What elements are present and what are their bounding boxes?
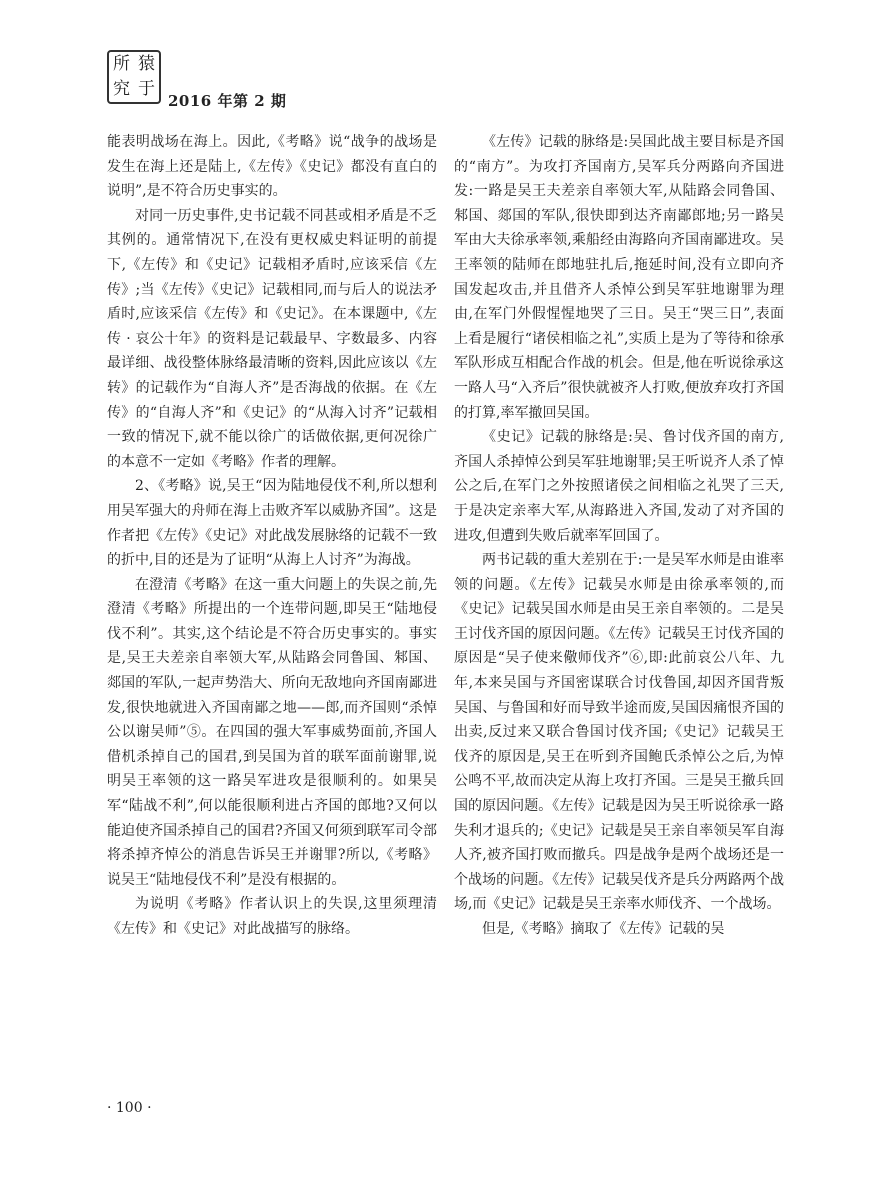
- logo-char: 所: [113, 54, 130, 74]
- logo-char: 猿: [138, 54, 155, 74]
- paragraph: 2、《考略》说,吴王“因为陆地侵伐不利,所以想利用吴军强大的舟师在海上击败齐军以威胁齐国”。这是作者把《左传》《史记》对此战发展脉络的记载不一致的折中,目的还是为了证明“从海上人讨齐”为海战。: [107, 478, 437, 569]
- paragraph: 在澄清《考略》在这一重大问题上的失误之前,先澄清《考略》所提出的一个连带问题,即吴王“陆地侵伐不利”。其实,这个结论是不符合历史事实的。事实是,吴王夫差亲自率领大军,从陆路会同鲁国、邾国、郯国的军队,一起声势浩大、所向无敌地向齐国南鄙进发,很快地就进入齐国南鄙之地——郎,而齐国则“杀悼公以谢吴师”⑤。在四国的强大军事威势面前,齐国人借机杀掉自己的国君,到吴国为首的联军面前谢罪,说明吴王率领的这一路吴军进攻是很顺利的。如果吴军“陆战不利”,何以能很顺利进占齐国的郎地?又何以能迫使齐国杀掉自己的国君?齐国又何须到联军司令部将杀掉齐悼公的消息告诉吴王并谢罪?所以,《考略》说吴王“陆地侵伐不利”是没有根据的。: [107, 576, 437, 888]
- page-number: · 100 ·: [107, 1100, 152, 1116]
- right-column: [454, 130, 784, 942]
- logo-char: 于: [138, 79, 155, 99]
- paragraph: 但是,《考略》摘取了《左传》记载的吴: [482, 921, 725, 937]
- paragraph: 《左传》记载的脉络是:吴国此战主要目标是齐国的“南方”。为攻打齐国南方,吴军兵分两路向齐国进发:一路是吴王夫差亲自率领大军,从陆路会同鲁国、邾国、郯国的军队,很快即到达齐南鄙郎地;另一路吴军由大夫徐承率领,乘船经由海路向齐国南鄙进攻。吴王率领的陆师在郎地驻扎后,拖延时间,没有立即向齐国发起攻击,并且借齐人杀悼公到吴军驻地谢罪为理由,在军门外假惺惺地哭了三日。吴王“哭三日”,表面上看是履行“诸侯相临之礼”,实质上是为了等待和徐承军队形成互相配合作战的机会。但是,他在听说徐承这一路人马“入齐后”很快就被齐人打败,便放弃攻打齐国的打算,率军撤回吴国。: [454, 134, 784, 421]
- journal-logo: [107, 50, 161, 104]
- paragraph: 对同一历史事件,史书记载不同甚或相矛盾是不乏其例的。通常情况下,在没有更权威史料证明的前提下,《左传》和《史记》记载相矛盾时,应该采信《左传》;当《左传》《史记》记载相同,而与后人的说法矛盾时,应该采信《左传》和《史记》。在本课题中,《左传 · 哀公十年》的资料是记载最早、字数最多、内容最详细、战役整体脉络最清晰的资料,因此应该以《左转》的记载作为“自海人齐”是否海战的依据。在《左传》的“自海人齐”和《史记》的“从海入讨齐”记载相一致的情况下,就不能以徐广的话做依据,更何况徐广的本意不一定如《考略》作者的理解。: [107, 207, 437, 470]
- left-column: [107, 130, 437, 942]
- paragraph: 能表明战场在海上。因此,《考略》说“战争的战场是发生在海上还是陆上,《左传》《史记》都没有直白的说明”,是不符合历史事实的。: [107, 134, 437, 200]
- logo-char: 究: [113, 79, 130, 99]
- paragraph: 《史记》记载的脉络是:吴、鲁讨伐齐国的南方,齐国人杀掉悼公到吴军驻地谢罪;吴王听说齐人杀了悼公之后,在军门之外按照诸侯之间相临之礼哭了三天,于是决定亲率大军,从海路进入齐国,发动了对齐国的进攻,但遭到失败后就率军回国了。: [454, 429, 784, 544]
- issue-label: 2016 年第 2 期: [168, 92, 287, 110]
- paragraph: 两书记载的重大差别在于:一是吴军水师是由谁率领的问题。《左传》记载吴水师是由徐承率领的,而《史记》记载吴国水师是由吴王亲自率领的。二是吴王讨伐齐国的原因问题。《左传》记载吴王讨伐齐国的原因是“吴子使来儆师伐齐”⑥,即:此前哀公八年、九年,本来吴国与齐国密谋联合讨伐鲁国,却因齐国背叛吴国、与鲁国和好而导致半途而废,吴国因痛恨齐国的出卖,反过来又联合鲁国讨伐齐国;《史记》记载吴王伐齐的原因是,吴王在听到齐国鲍氏杀悼公之后,为悼公鸣不平,故而决定从海上攻打齐国。三是吴王撤兵回国的原因问题。《左传》记载是因为吴王听说徐承一路失利才退兵的;《史记》记载是吴王亲自率领吴军自海人齐,被齐国打败而撤兵。四是战争是两个战场还是一个战场的问题。《左传》记载吴伐齐是兵分两路两个战场,而《史记》记载是吴王亲率水师伐齐、一个战场。: [454, 552, 784, 913]
- paragraph: 为说明《考略》作者认识上的失误,这里须理清《左传》和《史记》对此战描写的脉络。: [107, 896, 437, 937]
